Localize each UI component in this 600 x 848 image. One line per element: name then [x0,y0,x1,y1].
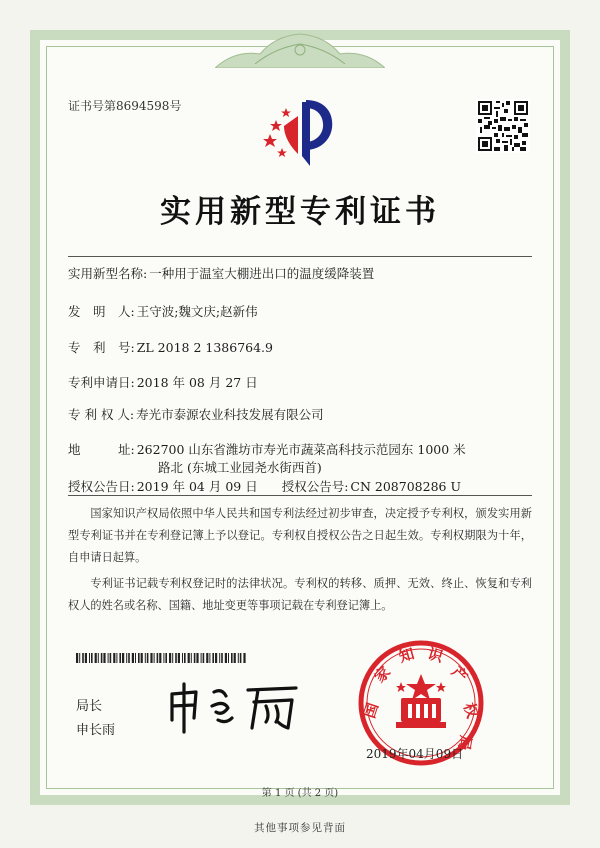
patent-office-logo-icon [262,96,342,168]
top-ornament-icon [215,30,385,68]
field-value: 寿光市泰源农业科技发展有限公司 [136,407,324,422]
field-value: 王守波;魏文庆;赵新伟 [136,304,258,319]
field-filing-date [68,373,258,391]
field-patentee [68,405,324,423]
qr-code-icon [476,99,530,153]
field-label: 专利申请日: [68,375,135,390]
seal-char-6: 权 [459,700,482,721]
field-value: 2019 年 04 月 09 日 [136,479,258,494]
divider-top [68,256,532,257]
barcode-icon [76,653,246,663]
field-patent-number [68,338,273,356]
field-value: ZL 2018 2 1386764.9 [136,340,273,355]
seal-char-4: 识 [425,644,446,666]
certificate-body [68,503,532,621]
seal-char-2: 家 [370,662,395,687]
certificate-number: 证书号第8694598号 [68,99,182,113]
field-label: 实用新型名称: [68,266,148,281]
seal-char-7: 局 [454,733,476,752]
field-label: 地 址: [68,442,135,457]
back-note: 其他事项参见背面 [254,822,346,834]
field-label: 专 利 权 人: [68,407,135,422]
page-number: 第 1 页 (共 2 页) [261,788,339,799]
field-grant-info [68,477,461,495]
field-label: 专 利 号: [68,340,135,355]
divider-bottom [68,495,532,496]
field-label: 发 明 人: [68,304,135,319]
field-value: 一种用于温室大棚进出口的温度缓降装置 [149,266,375,281]
field-value: CN 208708286 U [350,479,461,494]
signatory-title: 局长 [76,699,103,714]
field-inventors [68,302,258,320]
field-address [68,440,466,458]
handwritten-signature [162,676,312,736]
field-label: 授权公告日: [68,479,135,494]
field-value: 2018 年 08 月 27 日 [136,375,258,390]
field-utility-model-name [68,264,374,282]
seal-char-3: 知 [396,644,417,666]
body-paragraph: 国家知识产权局依照中华人民共和国专利法经过初步审查，决定授予专利权，颁发实用新型专利证书并在专利登记簿上予以登记。专利权自授权公告之日起生效。专利权期限为十年，自申请日起算。 [68,507,532,564]
signatory-name: 申长雨 [76,723,116,738]
field-address-line2: 路北 (东城工业园尧水街西首) [158,460,322,475]
seal-char-1: 国 [360,700,383,721]
seal-date: 2019年04月09日 [366,747,464,761]
body-paragraph: 专利证书记载专利权登记时的法律状况。专利权的转移、质押、无效、终止、恢复和专利权人的姓名或名称、国籍、地址变更等事项记载在专利登记簿上。 [68,577,532,612]
field-value: 262700 山东省潍坊市寿光市蔬菜高科技示范园东 1000 米 [136,442,466,457]
seal-char-5: 产 [447,662,472,687]
document-title: 实用新型专利证书 [160,194,440,230]
field-label: 授权公告号: [281,479,349,494]
